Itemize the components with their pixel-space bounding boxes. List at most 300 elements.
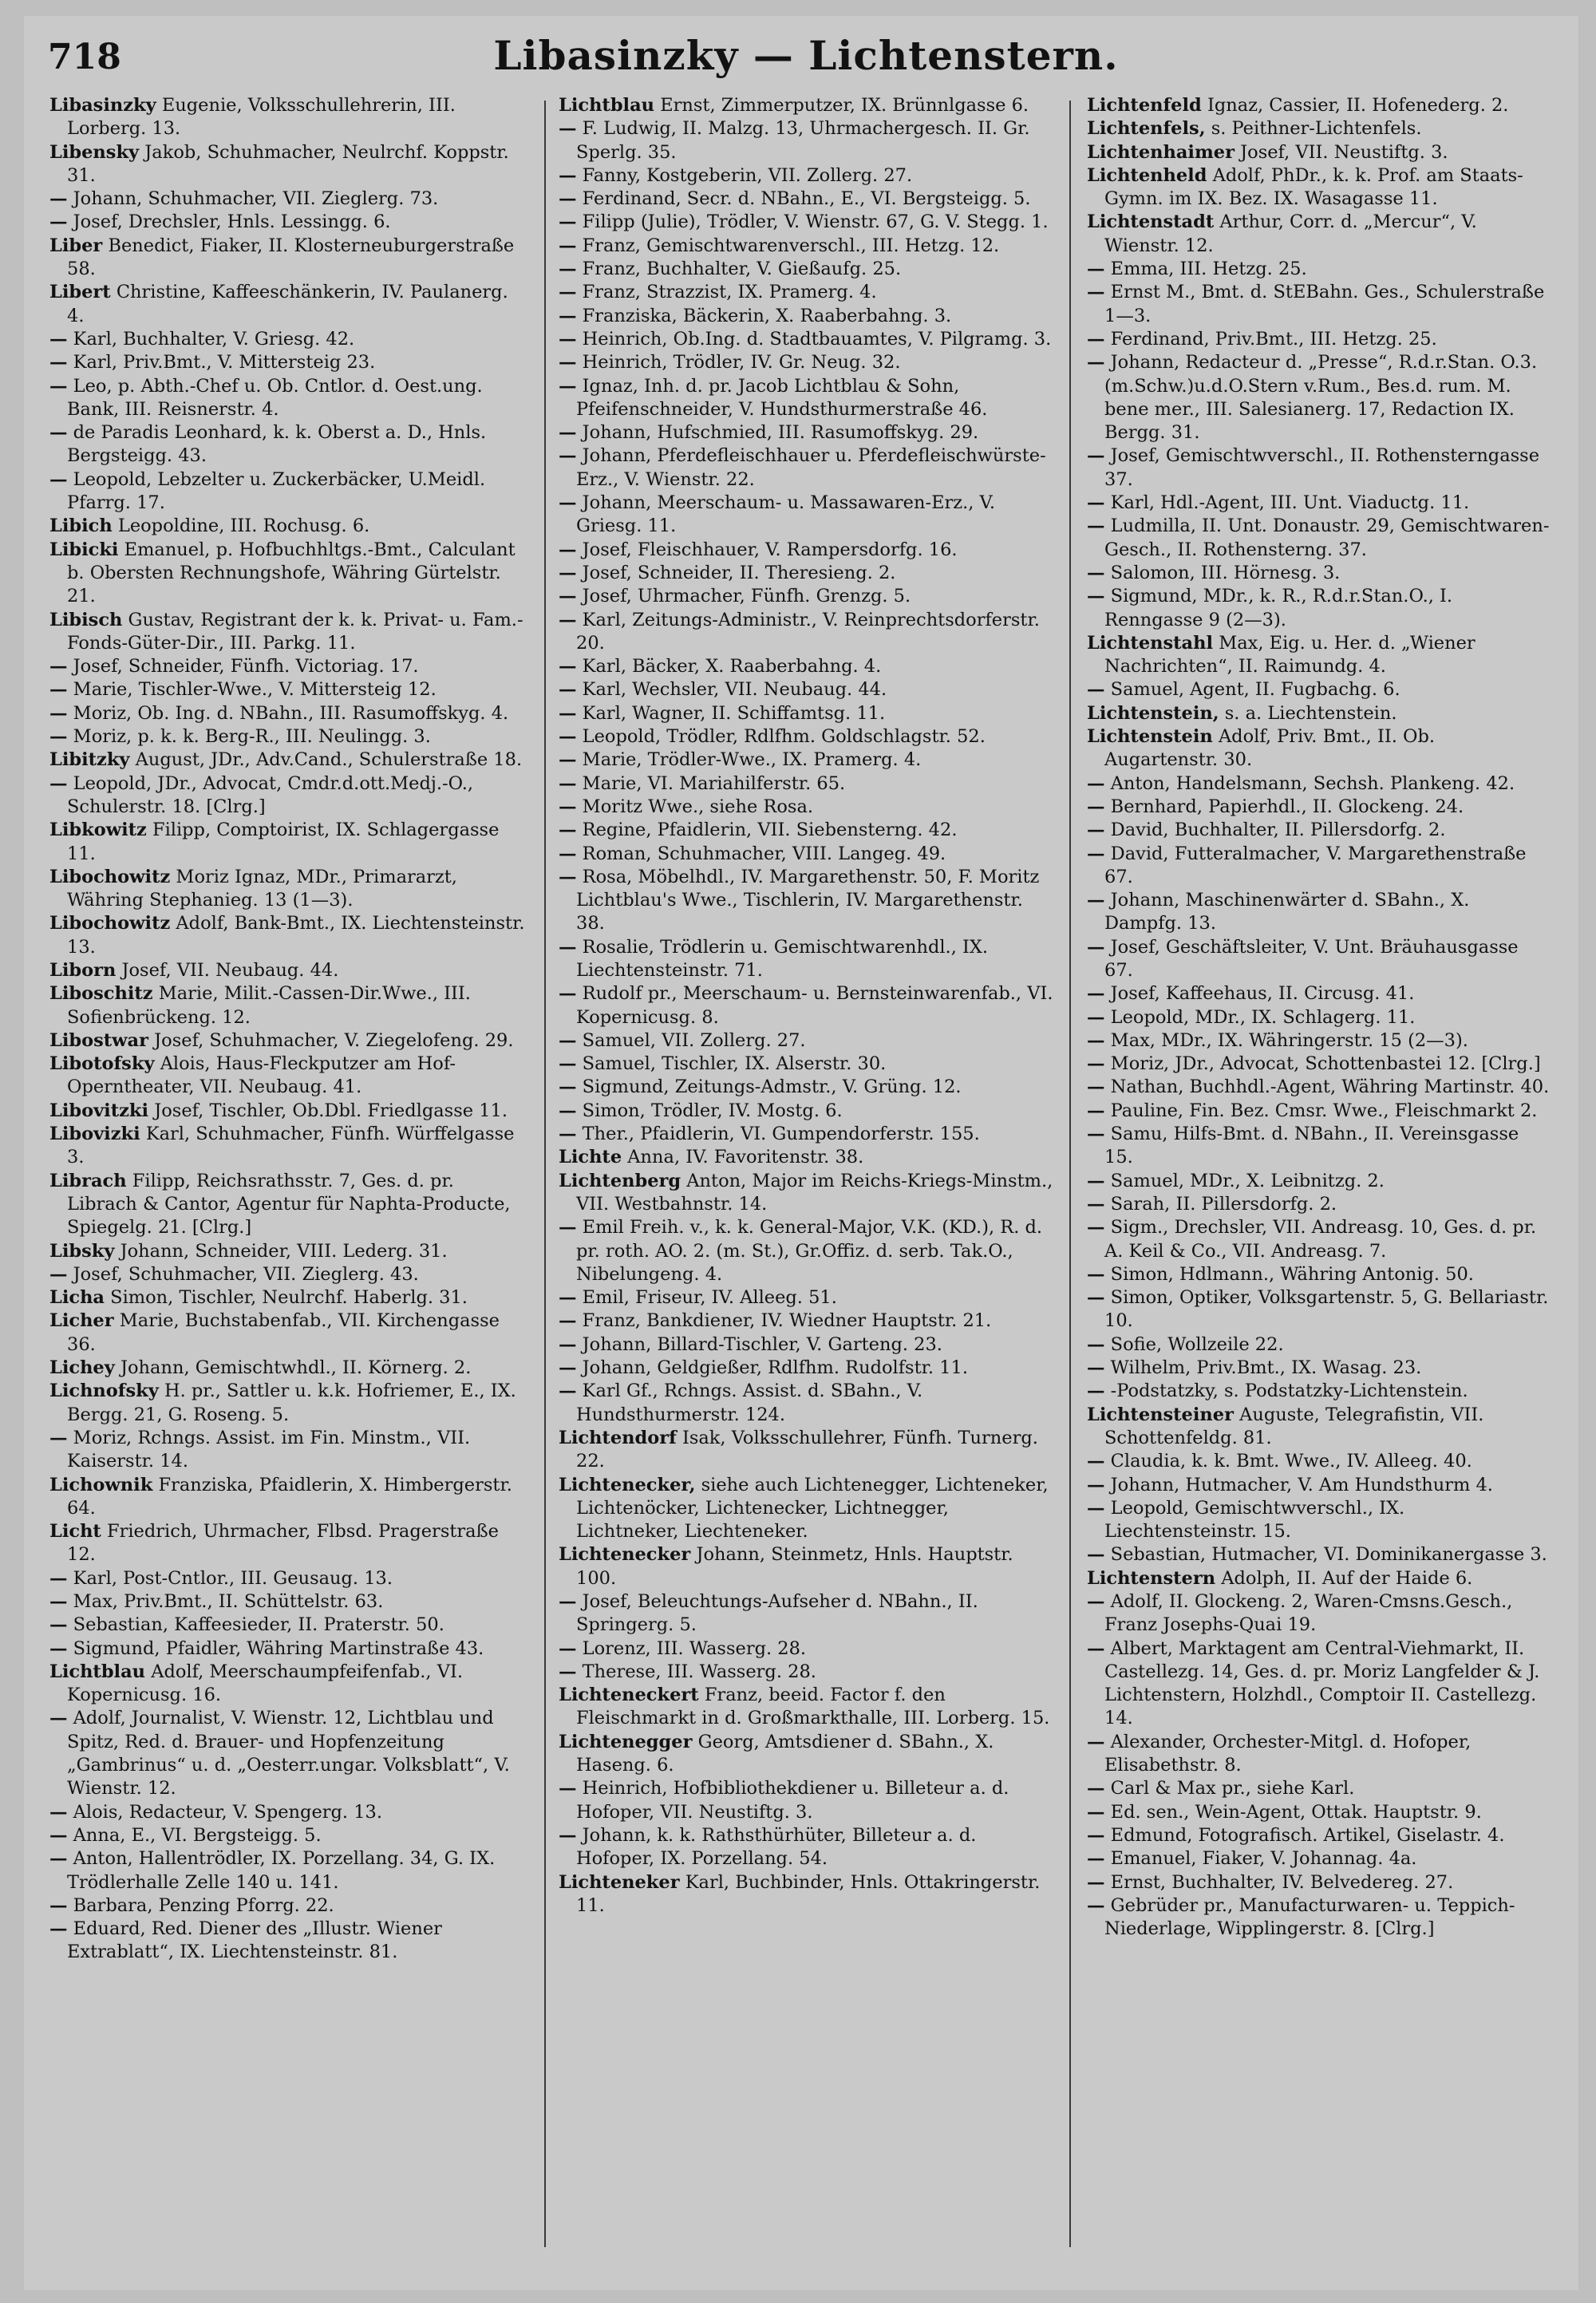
entry-name: — (1087, 796, 1105, 817)
entry-name: — (1087, 890, 1105, 911)
directory-entry (1087, 444, 1551, 492)
entry-name: — (49, 702, 68, 724)
entry-name: — (1087, 1801, 1105, 1823)
entry-name: Lichtenhaimer (1087, 141, 1235, 163)
directory-entry (49, 94, 528, 141)
directory-entry (49, 912, 528, 959)
entry-name: Libasinzky (49, 95, 156, 116)
directory-entry (49, 982, 528, 1029)
entry-name: — (49, 1591, 68, 1612)
entry-name: — (1087, 1778, 1105, 1799)
entry-details: Johann, Pferdefleischhauer u. Pferdefleischwürste-Erz., V. Wienstr. 22. (576, 445, 1046, 490)
directory-entry (1087, 725, 1551, 772)
entry-details: Johann, Maschinenwärter d. SBahn., X. Dampfg. 13. (1104, 890, 1470, 934)
entry-details: Friedrich, Uhrmacher, Flbsd. Pragerstraße 12. (67, 1521, 499, 1566)
entry-details: Adolf, PhDr., k. k. Prof. am Staats-Gymn. im IX. Bez. IX. Wasagasse 11. (1104, 164, 1523, 210)
entry-name: Lichtenecker, (559, 1474, 696, 1495)
directory-entry (1087, 1286, 1551, 1333)
entry-details: Franz, Buchhalter, V. Gießaufg. 25. (582, 259, 902, 280)
entry-name: Lichnofsky (49, 1381, 159, 1402)
entry-details: Samuel, VII. Zollerg. 27. (582, 1029, 806, 1051)
entry-name: — (1087, 1006, 1105, 1028)
entry-name: Libich (49, 516, 113, 537)
entry-details: Arthur, Corr. d. „Mercur“, V. Wienstr. 12. (1104, 211, 1477, 256)
entry-details: Marie, Trödler-Wwe., IX. Pramerg. 4. (582, 749, 922, 771)
entry-details: s. Peithner-Lichtenfels. (1211, 118, 1422, 140)
entry-name: — (559, 282, 577, 303)
directory-entry (1087, 515, 1551, 562)
entry-details: Leopold, Gemischtwverschl., IX. Liechtensteinstr. 15. (1104, 1497, 1405, 1543)
entry-name: — (559, 656, 577, 677)
directory-entry (1087, 211, 1551, 258)
entry-name: — (559, 1076, 577, 1098)
entry-details: Ernst M., Bmt. d. StEBahn. Ges., Schulerstraße 1—3. (1104, 282, 1545, 326)
entry-name: — (1087, 586, 1105, 607)
entry-details: Karl, Buchhalter, V. Griesg. 42. (73, 328, 355, 350)
entry-details: Heinrich, Trödler, IV. Gr. Neug. 32. (582, 352, 901, 373)
entry-details: Gustav, Registrant der k. k. Privat- u. Fam.-Fonds-Güter-Dir., III. Parkg. 11. (67, 609, 523, 654)
directory-entry (559, 1661, 1055, 1684)
directory-entry (49, 211, 528, 234)
entry-name: Libovitzki (49, 1100, 149, 1121)
entry-name: — (559, 211, 577, 233)
entry-name: Licha (49, 1287, 105, 1309)
entry-name: Libicki (49, 539, 119, 560)
entry-details: Alois, Haus-Fleckputzer am Hof-Operntheater, VII. Neubaug. 41. (67, 1053, 456, 1098)
entry-details: Adolf, II. Glockeng. 2, Waren-Cmsns.Gesch., Franz Josephs-Quai 19. (1104, 1591, 1513, 1636)
directory-entry (559, 936, 1055, 983)
entry-details: Emanuel, p. Hofbuchhltgs.-Bmt., Calculant b. Obersten Rechnungshofe, Währing Gürtelstr. 21. (67, 539, 516, 607)
entry-details: Leopold, JDr., Advocat, Cmdr.d.ott.Medj.-O., Schulerstr. 18. [Clrg.] (67, 772, 474, 817)
directory-entry (49, 1427, 528, 1474)
entry-details: August, JDr., Adv.Cand., Schulerstraße 18. (135, 749, 523, 771)
entry-name: — (1087, 445, 1105, 467)
entry-details: Simon, Tischler, Neulrchf. Haberlg. 31. (110, 1287, 468, 1309)
entry-details: Eduard, Red. Diener des „Illustr. Wiener Extrablatt“, IX. Liechtensteinstr. 81. (67, 1918, 442, 1963)
entry-details: Carl & Max pr., siehe Karl. (1110, 1778, 1355, 1799)
directory-entry (559, 1637, 1055, 1661)
entry-details: Anna, E., VI. Bergsteigg. 5. (73, 1824, 322, 1846)
directory-entry (1087, 94, 1551, 117)
entry-details: Johann, Steinmetz, Hnls. Hauptstr. 100. (576, 1544, 1013, 1589)
entry-name: — (1087, 1357, 1105, 1379)
entry-details: Ther., Pfaidlerin, VI. Gumpendorferstr. 155. (582, 1124, 980, 1145)
entry-name: Libisch (49, 609, 123, 630)
entry-details: Karl, Post-Cntlor., III. Geusaug. 13. (73, 1567, 393, 1589)
directory-entry (49, 188, 528, 211)
entry-details: Moriz, Rchngs. Assist. im Fin. Minstm., VII. Kaiserstr. 14. (67, 1427, 471, 1472)
entry-details: Adolf, Priv. Bmt., II. Ob. Augartenstr. 30. (1104, 726, 1436, 771)
entry-details: Emma, III. Hetzg. 25. (1110, 259, 1307, 280)
entry-details: Emanuel, Fiaker, V. Johannag. 4a. (1110, 1848, 1417, 1870)
directory-entry (49, 515, 528, 538)
entry-name: — (559, 1029, 577, 1051)
running-head: Libasinzky — Lichtenstern. (493, 32, 1119, 79)
entry-details: Max, Priv.Bmt., II. Schüttelstr. 63. (73, 1591, 384, 1612)
entry-details: Karl, Zeitungs-Administr., V. Reinprechtsdorferstr. 20. (576, 609, 1040, 654)
directory-entry (49, 1474, 528, 1521)
entry-details: Josef, Schneider, II. Theresieng. 2. (582, 562, 896, 583)
entry-details: Fanny, Kostgeberin, VII. Zollerg. 27. (582, 164, 913, 186)
entry-name: — (559, 328, 577, 350)
directory-entry (559, 1777, 1055, 1824)
entry-name: Licht (49, 1521, 101, 1543)
directory-entry (49, 1567, 528, 1590)
directory-entry (1087, 796, 1551, 819)
entry-details: Emil Freih. v., k. k. General-Major, V.K. (KD.), R. d. pr. roth. AO. 2. (m. St.), Gr.Offiz. d. serb. Tak.O., Nibelungeng. 4. (576, 1217, 1043, 1285)
entry-name: — (1087, 1193, 1105, 1215)
directory-entry (1087, 819, 1551, 842)
directory-entry (559, 328, 1055, 351)
entry-name: — (49, 422, 68, 444)
entry-name: — (559, 1333, 577, 1355)
entry-name: — (559, 539, 577, 560)
entry-details: Adolf, Bank-Bmt., IX. Liechtensteinstr. 13. (67, 913, 525, 958)
directory-entry (1087, 585, 1551, 632)
entry-details: Josef, Uhrmacher, Fünfh. Grenzg. 5. (582, 586, 911, 607)
entry-name: — (559, 305, 577, 326)
entry-name: — (559, 352, 577, 373)
entry-name: — (1087, 1731, 1105, 1752)
directory-entry (559, 1543, 1055, 1590)
entry-name: — (1087, 1474, 1105, 1495)
entry-details: Moriz, Ob. Ing. d. NBahn., III. Rasumoffskyg. 4. (73, 702, 509, 724)
directory-entry (49, 1707, 528, 1800)
entry-details: Lorenz, III. Wasserg. 28. (582, 1637, 807, 1659)
entry-name: Libochowitz (49, 866, 171, 887)
directory-entry (559, 749, 1055, 772)
directory-entry (1087, 1590, 1551, 1637)
directory-entry (1087, 1404, 1551, 1451)
entry-details: Rosalie, Trödlerin u. Gemischtwarenhdl., IX. Liechtensteinstr. 71. (576, 936, 989, 981)
entry-details: Jakob, Schuhmacher, Neulrchf. Koppstr. 31. (67, 141, 509, 186)
directory-entry (1087, 1567, 1551, 1590)
entry-details: Josef, Beleuchtungs-Aufseher d. NBahn., II. Springerg. 5. (576, 1591, 978, 1636)
entry-details: Franz, beeid. Factor f. den Fleischmarkt in d. Großmarkthalle, III. Lorberg. 15. (576, 1685, 1050, 1729)
entry-name: Liber (49, 235, 103, 256)
directory-entry (559, 982, 1055, 1029)
entry-details: Emil, Friseur, IV. Alleeg. 51. (582, 1287, 837, 1309)
entry-details: Josef, Schuhmacher, V. Ziegelofeng. 29. (154, 1029, 514, 1051)
entry-details: Samuel, Agent, II. Fugbachg. 6. (1110, 679, 1400, 701)
directory-entry (1087, 562, 1551, 585)
directory-entry (49, 866, 528, 913)
entry-name: Libkowitz (49, 820, 147, 841)
directory-entry (49, 1170, 528, 1240)
entry-details: Johann, Billard-Tischler, V. Garteng. 23. (582, 1333, 942, 1355)
directory-entry (49, 281, 528, 328)
entry-name: — (559, 1053, 577, 1075)
entry-name: — (49, 1848, 68, 1870)
directory-entry (1087, 1497, 1551, 1544)
directory-entry (49, 1614, 528, 1637)
entry-name: Lichtenheld (1087, 164, 1207, 186)
entry-details: Claudia, k. k. Bmt. Wwe., IV. Alleeg. 40. (1110, 1451, 1472, 1472)
entry-details: Benedict, Fiaker, II. Klosterneuburgerstraße 58. (67, 235, 515, 280)
entry-details: Georg, Amtsdiener d. SBahn., X. Haseng. 6. (576, 1731, 994, 1776)
entry-name: — (559, 1591, 577, 1612)
directory-entry (559, 117, 1055, 164)
entry-details: Adolph, II. Auf der Haide 6. (1221, 1567, 1473, 1589)
entry-details: Wilhelm, Priv.Bmt., IX. Wasag. 23. (1110, 1357, 1422, 1379)
directory-entry (559, 1871, 1055, 1918)
entry-details: Josef, Drechsler, Hnls. Lessingg. 6. (73, 211, 391, 233)
entry-name: — (559, 1287, 577, 1309)
directory-entry (559, 492, 1055, 539)
entry-name: — (559, 188, 577, 210)
entry-details: Anna, IV. Favoritenstr. 38. (627, 1147, 864, 1168)
entry-details: Sarah, II. Pillersdorfg. 2. (1110, 1193, 1337, 1215)
directory-entry (559, 1333, 1055, 1357)
entry-details: Roman, Schuhmacher, VIII. Langeg. 49. (582, 843, 946, 864)
directory-entry (559, 843, 1055, 866)
directory-column-2 (559, 94, 1055, 2249)
entry-name: — (559, 1778, 577, 1799)
entry-name: — (1087, 1076, 1105, 1098)
entry-name: — (559, 1124, 577, 1145)
entry-name: — (559, 702, 577, 724)
entry-details: Leo, p. Abth.-Chef u. Ob. Cntlor. d. Oest.ung. Bank, III. Reisnerstr. 4. (67, 375, 483, 420)
entry-details: Albert, Marktagent am Central-Viehmarkt, II. Castellezg. 14, Ges. d. pr. Moriz Langfelder & J. Lichtenstern, Holzhdl., Comptoir II. Castellezg. 14. (1104, 1637, 1540, 1729)
entry-name: — (1087, 1497, 1105, 1519)
directory-entry (49, 1824, 528, 1847)
entry-name: Lichtblau (49, 1661, 146, 1682)
entry-details: Josef, Fleischhauer, V. Rampersdorfg. 16. (582, 539, 958, 560)
entry-details: Franz, Strazzist, IX. Pramerg. 4. (582, 282, 877, 303)
entry-name: Libert (49, 282, 111, 303)
directory-entry (49, 725, 528, 749)
entry-details: Eugenie, Volksschullehrerin, III. Lorberg. 13. (67, 95, 456, 140)
entry-details: Ignaz, Inh. d. pr. Jacob Lichtblau & Sohn, Pfeifenschneider, V. Hundsthurmerstraße 46. (576, 375, 988, 420)
entry-name: — (49, 1567, 68, 1589)
directory-entry (49, 655, 528, 678)
entry-name: Liboschitz (49, 983, 153, 1005)
entry-details: Johann, k. k. Rathsthürhüter, Billeteur a. d. Hofoper, IX. Porzellang. 54. (576, 1824, 977, 1870)
entry-name: — (559, 375, 577, 397)
entry-name: — (559, 1310, 577, 1332)
entry-name: Librach (49, 1170, 127, 1191)
entry-name: Liborn (49, 959, 117, 981)
directory-entry (49, 1053, 528, 1100)
entry-details: Karl, Schuhmacher, Fünfh. Würffelgasse 3. (67, 1124, 515, 1168)
directory-entry (49, 351, 528, 374)
entry-name: — (1087, 983, 1105, 1005)
directory-entry (559, 1100, 1055, 1123)
directory-entry (1087, 632, 1551, 679)
directory-entry (49, 1801, 528, 1824)
directory-entry (49, 235, 528, 282)
entry-name: — (1087, 1871, 1105, 1893)
entry-details: s. a. Liechtenstein. (1224, 702, 1397, 724)
entry-name: — (1087, 1124, 1105, 1145)
entry-details: Marie, VI. Mariahilferstr. 65. (582, 772, 846, 794)
entry-name: — (1087, 820, 1105, 841)
entry-name: Lichtenstadt (1087, 211, 1215, 233)
entry-name: Lichtendorf (559, 1427, 677, 1448)
directory-entry (1087, 1847, 1551, 1870)
entry-name: — (559, 118, 577, 140)
directory-entry (559, 796, 1055, 819)
directory-entry (1087, 772, 1551, 796)
entry-details: Auguste, Telegrafistin, VII. Schottenfeldg. 81. (1104, 1404, 1484, 1448)
entry-name: — (559, 1357, 577, 1379)
entry-details: Ferdinand, Secr. d. NBahn., E., VI. Bergsteigg. 5. (582, 188, 1031, 210)
entry-details: Filipp, Comptoirist, IX. Schlagergasse 11. (67, 820, 500, 864)
directory-columns (49, 94, 1551, 2249)
directory-entry (1087, 1824, 1551, 1847)
directory-entry (49, 749, 528, 772)
directory-entry (49, 1100, 528, 1123)
entry-details: Ed. sen., Wein-Agent, Ottak. Hauptstr. 9. (1110, 1801, 1482, 1823)
entry-name: — (1087, 936, 1105, 958)
directory-entry (559, 258, 1055, 281)
entry-name: — (1087, 1894, 1105, 1916)
entry-name: Libotofsky (49, 1053, 155, 1075)
directory-entry (1087, 328, 1551, 351)
entry-name: Lichtenfeld (1087, 95, 1202, 116)
directory-entry (1087, 1777, 1551, 1800)
directory-entry (1087, 1801, 1551, 1824)
entry-name: Lichownik (49, 1474, 153, 1495)
entry-details: Leopold, MDr., IX. Schlagerg. 11. (1110, 1006, 1416, 1028)
directory-entry (49, 1918, 528, 1965)
entry-name: — (559, 1661, 577, 1682)
directory-entry (49, 1661, 528, 1708)
directory-entry (1087, 1170, 1551, 1193)
directory-entry (559, 1684, 1055, 1731)
entry-name: Libitzky (49, 749, 130, 771)
directory-column-3 (1087, 94, 1551, 2249)
directory-entry (1087, 1731, 1551, 1778)
entry-details: Heinrich, Ob.Ing. d. Stadtbauamtes, V. Pilgramg. 3. (582, 328, 1052, 350)
directory-entry (559, 1380, 1055, 1427)
directory-entry (559, 725, 1055, 749)
entry-name: — (1087, 516, 1105, 537)
entry-details: Anton, Hallentrödler, IX. Porzellang. 34, G. IX. Trödlerhalle Zelle 140 u. 141. (67, 1848, 496, 1893)
directory-entry (559, 1824, 1055, 1871)
entry-details: Marie, Buchstabenfab., VII. Kirchengasse 36. (67, 1310, 500, 1355)
page-number: 718 (48, 37, 121, 77)
entry-name: — (49, 726, 68, 748)
entry-name: — (1087, 1451, 1105, 1472)
entry-name: — (1087, 1029, 1105, 1051)
directory-entry (559, 1216, 1055, 1286)
directory-entry (1087, 164, 1551, 211)
entry-details: Sigmund, Pfaidler, Währing Martinstraße 43. (73, 1637, 484, 1659)
directory-entry (49, 1240, 528, 1263)
entry-name: Lichtenstern (1087, 1567, 1216, 1589)
directory-entry (1087, 1216, 1551, 1263)
entry-details: Josef, Gemischtwverschl., II. Rothensterngasse 37. (1104, 445, 1540, 490)
entry-details: Leopold, Trödler, Rdlfhm. Goldschlagstr. 52. (582, 726, 986, 748)
entry-details: Johann, Geldgießer, Rdlfhm. Rudolfstr. 11. (582, 1357, 969, 1379)
entry-name: — (1087, 492, 1105, 514)
entry-name: — (559, 259, 577, 280)
directory-entry (1087, 889, 1551, 936)
entry-name: — (1087, 1287, 1105, 1309)
directory-entry (559, 1310, 1055, 1333)
entry-name: — (559, 843, 577, 864)
directory-entry (49, 1637, 528, 1661)
directory-entry (1087, 1543, 1551, 1566)
entry-details: Franziska, Pfaidlerin, X. Himbergerstr. 64. (67, 1474, 512, 1519)
directory-entry (1087, 1123, 1551, 1170)
directory-entry (1087, 843, 1551, 890)
entry-name: Lichtenstahl (1087, 632, 1214, 654)
entry-name: Lichtenstein (1087, 726, 1213, 748)
directory-entry (1087, 1450, 1551, 1473)
entry-name: — (559, 936, 577, 958)
entry-details: Alexander, Orchester-Mitgl. d. Hofoper, Elisabethstr. 8. (1104, 1731, 1472, 1776)
entry-details: Sofie, Wollzeile 22. (1110, 1333, 1284, 1355)
entry-details: Josef, Tischler, Ob.Dbl. Friedlgasse 11. (154, 1100, 508, 1121)
entry-name: — (1087, 1824, 1105, 1846)
entry-name: — (49, 772, 68, 794)
directory-entry (49, 375, 528, 422)
entry-name: — (559, 562, 577, 583)
directory-entry (49, 1590, 528, 1614)
entry-name: — (1087, 282, 1105, 303)
entry-details: Moritz Wwe., siehe Rosa. (582, 796, 814, 817)
directory-entry (49, 702, 528, 725)
entry-name: — (49, 656, 68, 677)
entry-name: — (1087, 328, 1105, 350)
directory-entry (559, 1286, 1055, 1310)
directory-entry (559, 1731, 1055, 1778)
directory-entry (1087, 936, 1551, 983)
entry-name: — (559, 866, 577, 887)
entry-details: de Paradis Leonhard, k. k. Oberst a. D., Hnls. Bergsteigg. 43. (67, 422, 487, 467)
entry-name: — (49, 328, 68, 350)
entry-details: Sigmund, MDr., k. R., R.d.r.Stan.O., I. Renngasse 9 (2—3). (1104, 586, 1453, 630)
directory-entry (559, 1357, 1055, 1380)
entry-details: Leopold, Lebzelter u. Zuckerbäcker, U.Meidl. Pfarrg. 17. (67, 468, 486, 514)
directory-entry (49, 1357, 528, 1380)
entry-details: Sigmund, Zeitungs-Admstr., V. Grüng. 12. (582, 1076, 962, 1098)
entry-details: Franz, Bankdiener, IV. Wiedner Hauptstr. 21. (582, 1310, 992, 1332)
entry-details: Marie, Milit.-Cassen-Dir.Wwe., III. Sofienbrückeng. 12. (67, 983, 471, 1028)
entry-details: Simon, Optiker, Volksgartenstr. 5, G. Bellariastr. 10. (1104, 1287, 1549, 1332)
directory-entry (559, 164, 1055, 188)
entry-details: Sebastian, Kaffeesieder, II. Praterstr. 50. (73, 1614, 444, 1636)
directory-entry (49, 678, 528, 701)
entry-details: David, Futteralmacher, V. Margarethenstraße 67. (1104, 843, 1527, 887)
entry-name: Lichtenecker (559, 1544, 691, 1566)
entry-name: Lichtenberg (559, 1170, 681, 1191)
directory-entry (559, 1076, 1055, 1099)
directory-entry (49, 468, 528, 516)
directory-entry (1087, 117, 1551, 140)
directory-entry (1087, 1006, 1551, 1029)
directory-entry (559, 421, 1055, 444)
directory-entry (49, 1263, 528, 1286)
entry-name: — (559, 492, 577, 514)
entry-details: Moriz, p. k. k. Berg-R., III. Neulingg. 3. (73, 726, 431, 748)
entry-name: — (1087, 259, 1105, 280)
directory-entry (49, 1894, 528, 1918)
directory-entry (1087, 281, 1551, 328)
entry-details: Samuel, MDr., X. Leibnitzg. 2. (1110, 1170, 1385, 1191)
entry-name: Lichey (49, 1357, 115, 1379)
entry-name: — (49, 1801, 68, 1823)
directory-entry (1087, 1357, 1551, 1380)
entry-details: Adolf, Journalist, V. Wienstr. 12, Lichtblau und Spitz, Red. d. Brauer- und Hopfenzeitung „Gambrinus“ u. d. „Oesterr.ungar. Volksblatt“, V. Wienstr. 12. (67, 1708, 510, 1799)
entry-name: Libensky (49, 141, 140, 163)
entry-details: Johann, Hutmacher, V. Am Hundsthurm 4. (1110, 1474, 1493, 1495)
directory-entry (49, 421, 528, 468)
entry-details: Josef, Schneider, Fünfh. Victoriag. 17. (73, 656, 419, 677)
directory-entry (49, 141, 528, 188)
